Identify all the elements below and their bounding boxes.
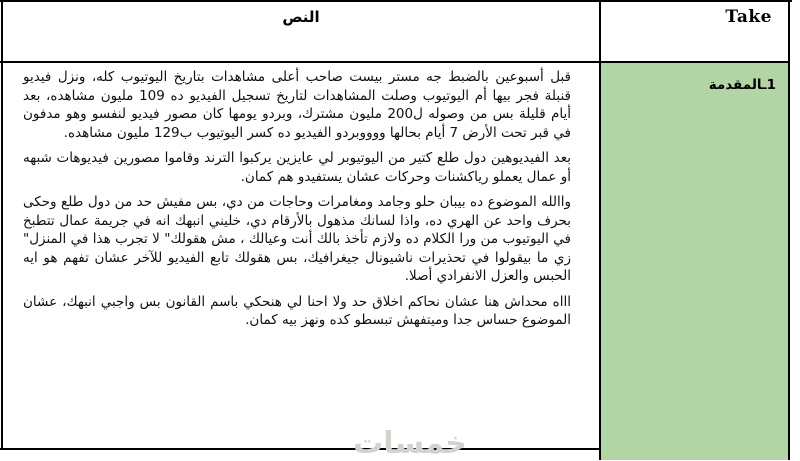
table-border-bottom-left [0,448,601,450]
khamsat-watermark: خمسات [353,426,467,461]
script-paragraph: قبل أسبوعين بالضبط جه مستر بيست صاحب أعلى مشاهدات بتاريخ اليوتيوب كله، ونزل فيديو قنبلة فجر بيها أم اليوتيوب وصلت المشاهدات لتاريخ تسجيل الفيديو ده 109 مليون مشاهده، بعد أيام قليلة بس من وصوله ل200 مليون مشترك، وبردو يومها كان مصور فيديو لنفسو وهو مدفون في قبر تحت الأرض 7 أيام بحالها ووووبردو الفيديو ده كسر اليوتيوب ب129 مليون مشاهده. [23,69,572,141]
column-header-take: Take [725,7,772,27]
take-1-intro-cell: 1ـالمقدمة [601,63,788,460]
script-text-cell [3,64,599,448]
script-paragraph: واالله الموضوع ده بيبان حلو وجامد ومغامرات وحاجات من دي، بس مفيش حد من دول طلع وحكى بحرف واحد عن الهري ده، واذا لسانك مذهول بالأرقام دي، خليني انبهك انه في جريمة عمال تتطبخ في اليوتيوب من ورا الكلام ده ولازم تأخذ بالك أنت وعيالك ، مش هقولك" لا تجرب هذا في المنزل" زي ما بيقولوا في تحذيرات ناشيونال جيغرافيك، بس هقولك تابع الفيديو للآخر عشان تفهم هو ايه الحبس والعزل الانفرادي أصلا. [23,194,571,284]
column-header-text: النص [282,8,320,26]
table-border-top [0,0,792,2]
script-paragraph: بعد الفيديوهين دول طلع كتير من اليوتيوبر لي عايزين يركبوا الترند وقاموا مصورين فيديوهات شبهه أو عمال يعملو رياكشنات وحركات عشان يستفيدو هم كمان. [23,150,571,185]
table-border-right [788,0,790,460]
script-paragraph: اااه محداش هنا عشان نحاكم اخلاق حد ولا احنا لي هنحكي باسم القانون بس واجبي انبهك، عشان الموضوع حساس جدا وميتفهش تبسطو كده ونهز بيه كمان. [23,293,571,328]
